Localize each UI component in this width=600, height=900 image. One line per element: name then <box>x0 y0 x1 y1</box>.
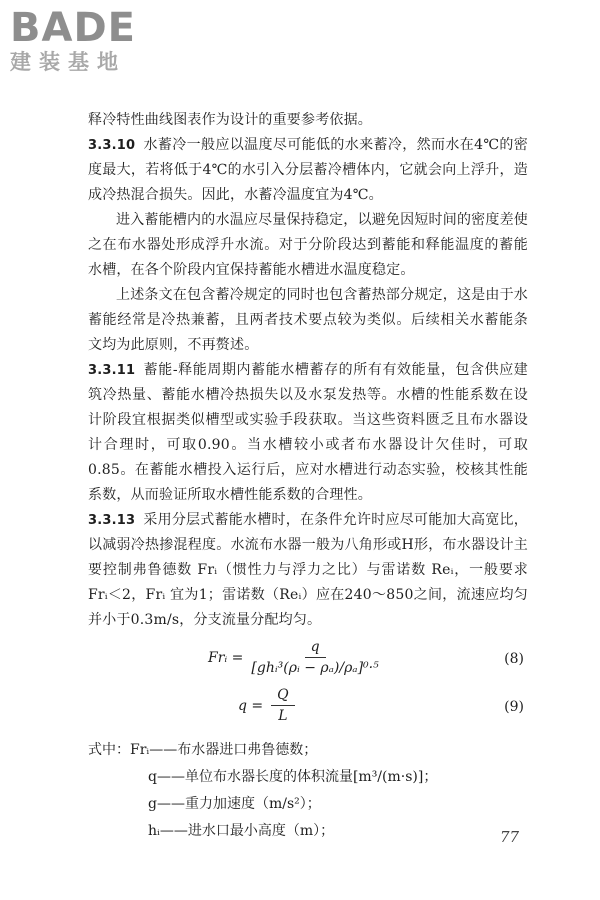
page-number: 77 <box>500 828 520 846</box>
clause-number: 3.3.13 <box>88 513 136 528</box>
paragraph-water-temperature: 进入蓄能槽内的水温应尽量保持稳定，以避免因短时间的密度差使之在布水器处形成浮升水流。对于分阶段达到蓄能和释能温度的蓄能水槽，在各个阶段内宜保持蓄能水槽进水温度稳定。 <box>88 212 528 278</box>
page-body <box>88 108 528 845</box>
clause-3-3-13 <box>88 508 528 633</box>
symbol-line: q——单位布水器长度的体积流量[m³/(m·s)]； <box>148 769 438 785</box>
formula-fraction <box>251 639 378 676</box>
formula-denominator: [ghᵢ³(ρᵢ − ρₐ)/ρₐ]⁰·⁵ <box>251 660 379 676</box>
clause-text: 蓄能-释能周期内蓄能水槽蓄存的所有有效能量，包含供应建筑冷热量、蓄能水槽冷热损失以及水泵发热等。水槽的性能系数在设计阶段宜根据类似槽型或实验手段获取。当这些资料匮乏且布水器设计合理时，可取0.90。当水槽较小或者布水器设计欠佳时，可取0.85。在蓄能水槽投入运行后，应对水槽进行动态实验，校核其性能系数，从而验证所取水槽性能系数的合理性。 <box>88 362 528 503</box>
symbol-prefix: 式中： <box>88 742 130 758</box>
equation-number: (8) <box>504 651 524 667</box>
logo <box>10 5 136 74</box>
clause-number: 3.3.11 <box>88 363 136 378</box>
symbol-definitions <box>88 737 528 845</box>
formula-expression <box>208 639 379 676</box>
formula-lhs: Frᵢ = <box>208 649 244 666</box>
symbol-text: Frᵢ——布水器进口弗鲁德数； <box>130 742 318 758</box>
clause-number: 3.3.10 <box>88 138 136 153</box>
paragraph-intro: 释冷特性曲线图表作为设计的重要参考依据。 <box>88 112 372 128</box>
formula-denominator: L <box>278 708 288 724</box>
formula-9 <box>88 687 528 729</box>
logo-wordmark: BADE <box>10 5 136 51</box>
formula-numerator: Q <box>271 687 294 706</box>
logo-subtitle: 建装基地 <box>10 50 126 74</box>
formula-lhs: q = <box>238 697 264 714</box>
clause-text: 采用分层式蓄能水槽时，在条件允许时应尽可能加大高宽比，以减弱冷热掺混程度。水流布水器一般为八角形或H形，布水器设计主要控制弗鲁德数 Frᵢ（惯性力与浮力之比）与雷诺数 Reᵢ，一般要求 Frᵢ＜2，Frᵢ 宜为1；雷诺数（Reᵢ）应在240～850之间，流速应均匀并小于0.3m/s，分支流量分配均匀。 <box>88 512 528 628</box>
paragraph-heat-storage-note: 上述条文在包含蓄冷规定的同时也包含蓄热部分规定，这是由于水蓄能经常是冷热兼蓄，且两者技术要点较为类似。后续相关水蓄能条文均为此原则，不再赘述。 <box>88 287 528 353</box>
formula-8 <box>88 639 528 681</box>
clause-text: 水蓄冷一般应以温度尽可能低的水来蓄冷，然而水在4℃的密度最大，若将低于4℃的水引入分层蓄冷槽体内，它就会向上浮升，造成冷热混合损失。因此，水蓄冷温度宜为4℃。 <box>88 137 528 203</box>
clause-3-3-10 <box>88 133 528 208</box>
symbol-line <box>88 737 528 764</box>
equation-number: (9) <box>504 699 524 715</box>
clause-3-3-11 <box>88 358 528 508</box>
symbol-line: g——重力加速度（m/s²）； <box>148 796 321 812</box>
symbol-line: hᵢ——进水口最小高度（m）； <box>148 823 335 839</box>
formula-fraction <box>271 687 294 724</box>
formula-expression <box>238 687 295 724</box>
formula-numerator: q <box>305 639 326 658</box>
